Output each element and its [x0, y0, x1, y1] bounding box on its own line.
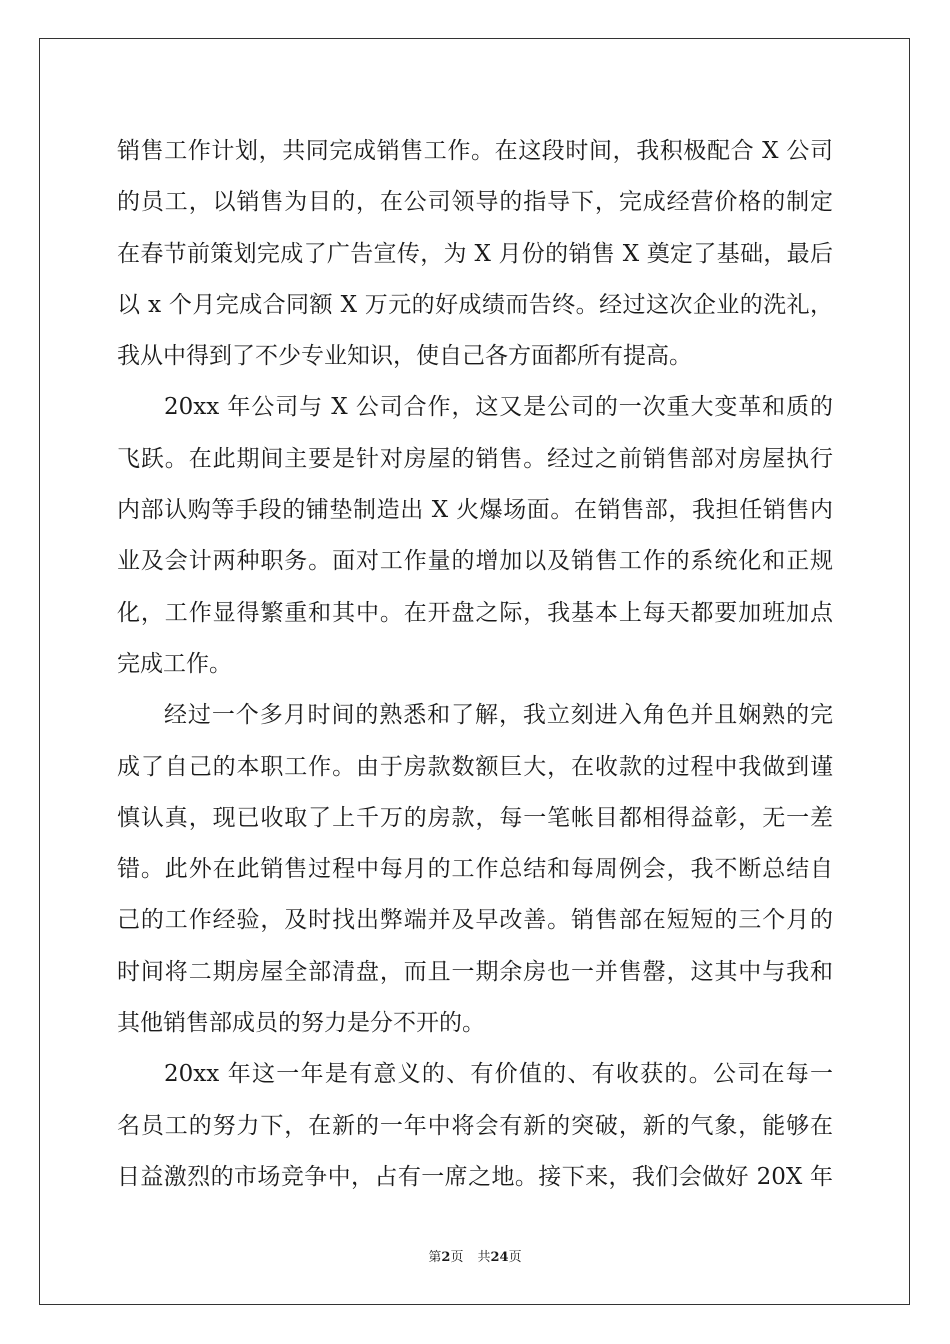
paragraph-first-line: 20xx 年这一年是有意义的、有价值的、有收获的。公司在每一 — [164, 1061, 833, 1088]
text-line: 化，工作显得繁重和其中。在开盘之际，我基本上每天都要加班加点 — [117, 599, 833, 626]
text-line: 我从中得到了不少专业知识，使自己各方面都所有提高。 — [117, 343, 692, 370]
footer-prefix: 第 — [428, 1250, 442, 1265]
footer-page-unit: 页 — [450, 1250, 464, 1265]
text-line: 时间将二期房屋全部清盘，而且一期余房也一并售罄，这其中与我和 — [117, 958, 833, 985]
document-body — [117, 126, 833, 1203]
text-line: 其他销售部成员的努力是分不开的。 — [117, 1010, 485, 1037]
footer-total-unit: 页 — [508, 1250, 522, 1265]
current-page-number: 2 — [441, 1250, 451, 1265]
text-line: 错。此外在此销售过程中每月的工作总结和每周例会，我不断总结自 — [117, 856, 833, 883]
text-line: 的员工，以销售为目的，在公司领导的指导下，完成经营价格的制定 — [117, 189, 833, 216]
text-line: 慎认真，现已收取了上千万的房款，每一笔帐目都相得益彰，无一差 — [117, 804, 833, 831]
text-line: 销售工作计划，共同完成销售工作。在这段时间，我积极配合 X 公司 — [117, 138, 833, 164]
text-line: 名员工的努力下，在新的一年中将会有新的突破，新的气象，能够在 — [117, 1112, 833, 1139]
paragraph-first-line: 经过一个多月时间的熟悉和了解，我立刻进入角色并且娴熟的完 — [164, 702, 833, 729]
text-line: 在春节前策划完成了广告宣传，为 X 月份的销售 X 奠定了基础，最后 — [117, 240, 833, 267]
text-line: 己的工作经验，及时找出弊端并及早改善。销售部在短短的三个月的 — [117, 907, 833, 934]
text-line: 飞跃。在此期间主要是针对房屋的销售。经过之前销售部对房屋执行 — [117, 445, 833, 472]
text-line: 内部认购等手段的铺垫制造出 X 火爆场面。在销售部，我担任销售内 — [117, 497, 833, 524]
text-line: 业及会计两种职务。面对工作量的增加以及销售工作的系统化和正规 — [117, 548, 833, 575]
total-page-count: 24 — [490, 1250, 509, 1265]
paragraph-first-line: 20xx 年公司与 X 公司合作，这又是公司的一次重大变革和质的 — [164, 394, 833, 421]
text-line: 日益激烈的市场竞争中，占有一席之地。接下来，我们会做好 20X 年 — [117, 1163, 833, 1190]
text-line: 完成工作。 — [117, 650, 232, 677]
footer-total-prefix: 共 — [477, 1250, 491, 1265]
text-line: 以 x 个月完成合同额 X 万元的好成绩而告终。经过这次企业的洗礼， — [117, 291, 833, 318]
page-number-footer — [0, 1246, 950, 1265]
text-line: 成了自己的本职工作。由于房款数额巨大，在收款的过程中我做到谨 — [117, 753, 833, 780]
